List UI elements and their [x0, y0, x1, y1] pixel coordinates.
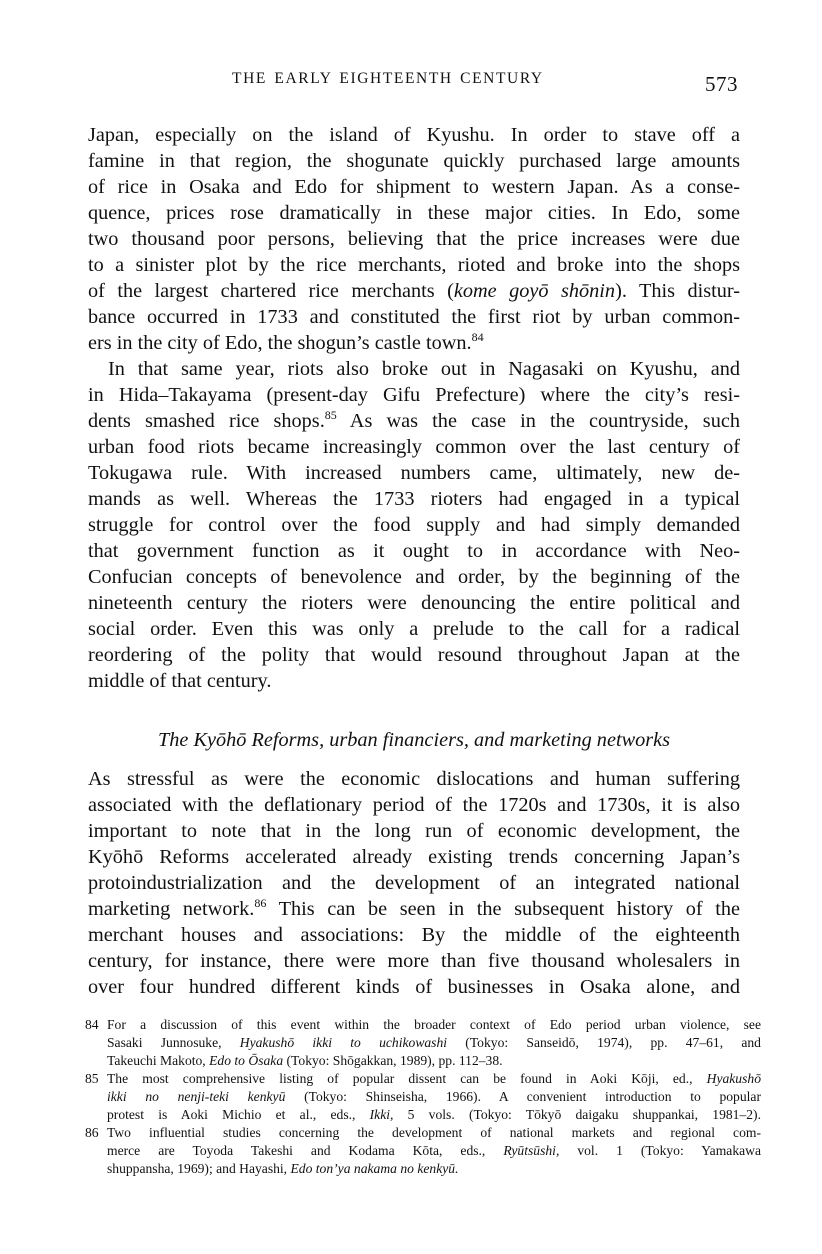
footnote-line: protest is Aoki Michio et al., eds., Ikki, 5 vols. (Tokyo: Tōkyō daigaku shuppankai, 1981–2).: [107, 1107, 761, 1122]
paragraph-1-line: two thousand poor persons, believing that the price increases were due: [88, 228, 740, 250]
paragraph-3-line: over four hundred different kinds of businesses in Osaka alone, and: [88, 976, 740, 998]
paragraph-2-line: struggle for control over the food supply and had simply demanded: [88, 514, 740, 536]
paragraph-2-line: mands as well. Whereas the 1733 rioters had engaged in a typical: [88, 488, 740, 510]
footnote-line: Two influential studies concerning the development of national markets and regional com-: [107, 1125, 761, 1140]
running-head: [0, 70, 822, 94]
footnote-line: The most comprehensive listing of popular dissent can be found in Aoki Kōji, ed., Hyakushō: [107, 1071, 761, 1086]
paragraph-1-line: to a sinister plot by the rice merchants, rioted and broke into the shops: [88, 254, 740, 276]
section-heading: The Kyōhō Reforms, urban financiers, and marketing networks: [157, 729, 671, 751]
paragraph-3-line: protoindustrialization and the development of an integrated national: [88, 872, 740, 894]
paragraph-3-line: As stressful as were the economic dislocations and human suffering: [88, 768, 740, 790]
paragraph-2-line: in Hida–Takayama (present-day Gifu Prefecture) where the city’s resi-: [88, 384, 740, 406]
paragraph-1-line: Japan, especially on the island of Kyushu. In order to stave off a: [88, 124, 740, 146]
paragraph-2-line: that government function as it ought to in accordance with Neo-: [88, 540, 740, 562]
paragraph-2-line: Tokugawa rule. With increased numbers came, ultimately, new de-: [88, 462, 740, 484]
paragraph-1-line: quence, prices rose dramatically in these major cities. In Edo, some: [88, 202, 740, 224]
paragraph-1-line: famine in that region, the shogunate quickly purchased large amounts: [88, 150, 740, 172]
footnote-line: ikki no nenji-teki kenkyū (Tokyo: Shinseisha, 1966). A convenient introduction to popular: [107, 1089, 761, 1104]
paragraph-2-line: urban food riots became increasingly common over the last century of: [88, 436, 740, 458]
footnote-number: 85: [85, 1071, 99, 1086]
paragraph-3-line: Kyōhō Reforms accelerated already existing trends concerning Japan’s: [88, 846, 740, 868]
paragraph-3-line: merchant houses and associations: By the middle of the eighteenth: [88, 924, 740, 946]
footnote-line: For a discussion of this event within the broader context of Edo period urban violence, see: [107, 1017, 761, 1032]
footnote-line: merce are Toyoda Takeshi and Kodama Kōta, eds., Ryūtsūshi, vol. 1 (Tokyo: Yamakawa: [107, 1143, 761, 1158]
paragraph-3-line: important to note that in the long run of economic development, the: [88, 820, 740, 842]
paragraph-2-line: nineteenth century the rioters were denouncing the entire political and: [88, 592, 740, 614]
paragraph-2-line: middle of that century.: [88, 670, 272, 692]
paragraph-1-line: of rice in Osaka and Edo for shipment to western Japan. As a conse-: [88, 176, 740, 198]
paragraph-1-line: ers in the city of Edo, the shogun’s castle town.$^{84}$: [88, 330, 484, 354]
paragraph-3-line: century, for instance, there were more than five thousand wholesalers in: [88, 950, 740, 972]
paragraph-2-line: Confucian concepts of benevolence and order, by the beginning of the: [88, 566, 740, 588]
running-head-title: THE EARLY EIGHTEENTH CENTURY: [232, 70, 544, 87]
paragraph-2-line: In that same year, riots also broke out in Nagasaki on Kyushu, and: [108, 358, 740, 380]
paragraph-2-line: dents smashed rice shops.$^{85}$ As was the case in the countryside, such: [88, 408, 740, 432]
footnote-number: 86: [85, 1125, 99, 1140]
page-number: 573: [705, 72, 738, 96]
paragraph-3-line: marketing network.$^{86}$ This can be seen in the subsequent history of the: [88, 896, 741, 920]
footnote-line: Takeuchi Makoto, Edo to Ōsaka (Tokyo: Shōgakkan, 1989), pp. 112–38.: [107, 1053, 503, 1068]
paragraph-3-line: associated with the deflationary period of the 1720s and 1730s, it is also: [88, 794, 740, 816]
footnote-line: shuppansha, 1969); and Hayashi, Edo ton’ya nakama no kenkyū.: [107, 1161, 459, 1176]
paragraph-2-line: reordering of the polity that would resound throughout Japan at the: [88, 644, 740, 666]
footnote-number: 84: [85, 1017, 99, 1032]
paragraph-1-line: of the largest chartered rice merchants (kome goyō shōnin). This distur-: [88, 280, 740, 302]
paragraph-2-line: social order. Even this was only a prelude to the call for a radical: [88, 618, 740, 640]
footnote-line: Sasaki Junnosuke, Hyakushō ikki to uchikowashi (Tokyo: Sanseidō, 1974), pp. 47–61, and: [107, 1035, 761, 1050]
paragraph-1-line: bance occurred in 1733 and constituted the first riot by urban common-: [88, 306, 740, 328]
